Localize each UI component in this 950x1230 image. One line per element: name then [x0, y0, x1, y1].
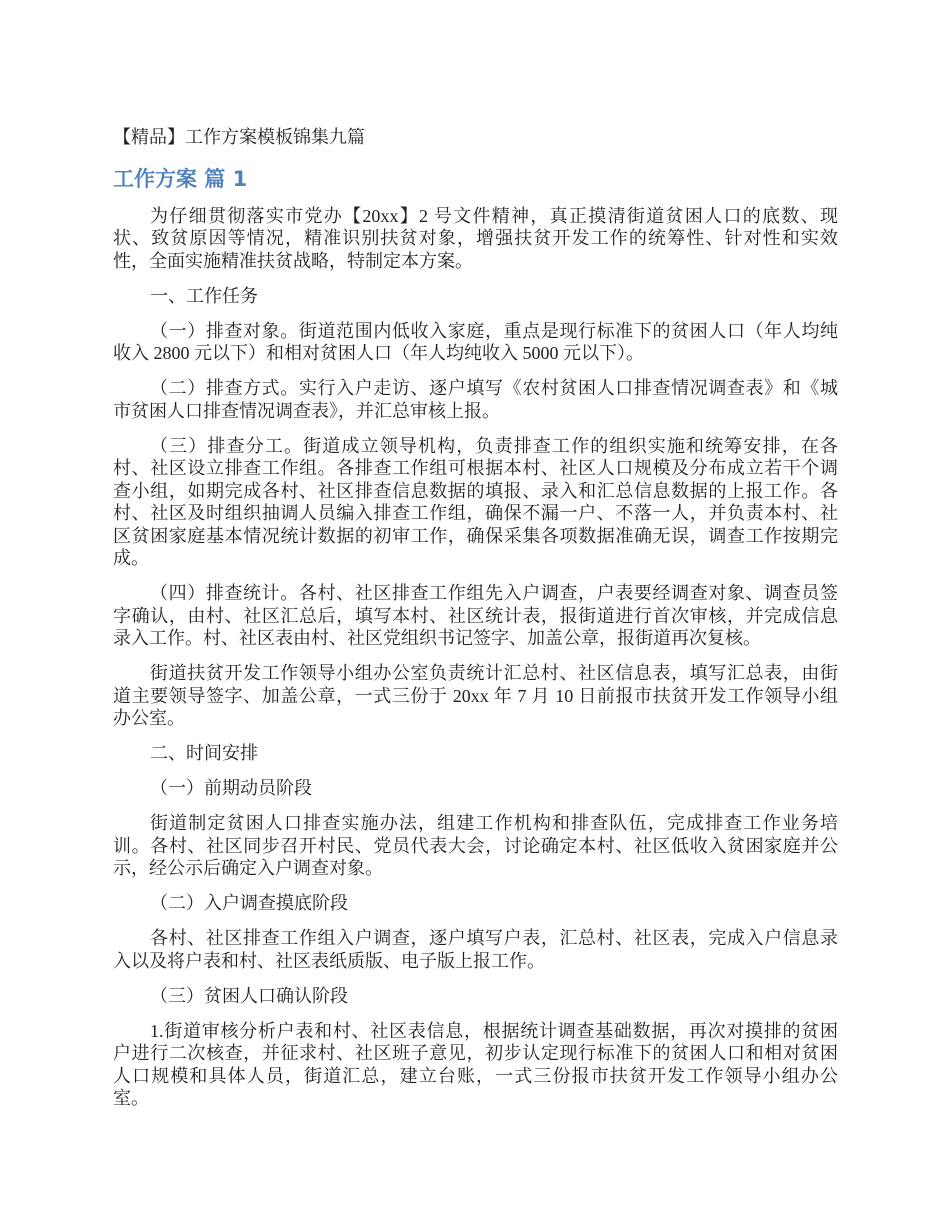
paragraph-line: 入以及将户表和村、社区表纸质版、电子版上报工作。 — [113, 950, 545, 971]
paragraph-line: （二）排查方式。实行入户走访、逐户填写《农村贫困人口排查情况调查表》和《城 — [150, 378, 838, 398]
item-screening-method — [113, 377, 838, 422]
paragraph-line: （三）排查分工。街道成立领导机构，负责排查工作的组织实施和统筹安排，在各 — [150, 435, 838, 456]
paragraph-line: 村、社区设立排查工作组。各排查工作组可根据本村、社区人口规模及分布成立若干个调 — [113, 458, 838, 478]
paragraph-line: 道主要领导签字、加盖公章，一式三份于 20xx 年 7 月 10 日前报市扶贫开发工作领导小组 — [113, 685, 838, 706]
paragraph-line: 为仔细贯彻落实市党办【20xx】2 号文件精神，真正摸清街道贫困人口的底数、现 — [150, 205, 838, 226]
document-body — [113, 126, 838, 1122]
subheading-mobilization-stage — [113, 777, 838, 800]
subheading-survey-stage — [113, 892, 838, 915]
item-screening-division — [113, 435, 838, 570]
paragraph-mobilization — [113, 812, 838, 880]
paragraph-line: 性，全面实施精准扶贫战略，特制定本方案。 — [113, 250, 473, 271]
paragraph-line: 状、致贫原因等情况，精准识别扶贫对象，增强扶贫开发工作的统筹性、针对性和实效 — [113, 228, 838, 248]
paragraph-line: 室。 — [113, 1088, 149, 1108]
document-title: 【精品】工作方案模板锦集九篇 — [113, 127, 365, 147]
section-heading: 工作方案 篇 1 — [113, 166, 248, 191]
paragraph-line: （二）入户调查摸底阶段 — [150, 893, 348, 913]
paragraph-line: 人口规模和具体人员，街道汇总，建立台账，一式三份报市扶贫开发工作领导小组办公 — [113, 1065, 838, 1086]
paragraph-line: 二、时间安排 — [150, 743, 258, 763]
paragraph-line: 1.街道审核分析户表和村、社区表信息，根据统计调查基础数据，再次对摸排的贫困 — [150, 1020, 838, 1041]
paragraph-line: 成。 — [113, 548, 149, 568]
paragraph-line: （一）排查对象。街道范围内低收入家庭，重点是现行标准下的贫困人口（年人均纯 — [150, 320, 838, 341]
paragraph-line: 各村、社区排查工作组入户调查，逐户填写户表，汇总村、社区表，完成入户信息录 — [150, 928, 838, 948]
subheading-confirmation-stage — [113, 985, 838, 1008]
paragraph-line: 市贫困人口排查情况调查表》，并汇总审核上报。 — [113, 400, 500, 421]
item-screening-targets — [113, 320, 838, 365]
heading-schedule — [113, 742, 838, 765]
paragraph-office-reporting — [113, 662, 838, 730]
paragraph-line: 街道制定贫困人口排查实施办法，组建工作机构和排查队伍，完成排查工作业务培 — [150, 813, 838, 833]
paragraph-line: （一）前期动员阶段 — [150, 778, 312, 798]
paragraph-line: 村、社区及时组织抽调人员编入排查工作组，确保不漏一户、不落一人，并负责本村、社 — [113, 503, 838, 523]
paragraph-line: 字确认，由村、社区汇总后，填写本村、社区统计表，报街道进行首次审核，并完成信息 — [113, 605, 838, 626]
paragraph-line: 录入工作。村、社区表由村、社区党组织书记签字、加盖公章，报街道再次复核。 — [113, 628, 761, 648]
paragraph-survey — [113, 927, 838, 972]
paragraph-line: 收入 2800 元以下）和相对贫困人口（年人均纯收入 5000 元以下）。 — [113, 343, 644, 363]
paragraph-line: 户进行二次核查，并征求村、社区班子意见，初步认定现行标准下的贫困人口和相对贫困 — [113, 1043, 838, 1063]
paragraph-line: （三）贫困人口确认阶段 — [150, 985, 348, 1006]
paragraph-line: 街道扶贫开发工作领导小组办公室负责统计汇总村、社区信息表，填写汇总表，由街 — [150, 663, 838, 683]
paragraph-confirmation — [113, 1020, 838, 1110]
paragraph-line: 训。各村、社区同步召开村民、党员代表大会，讨论确定本村、社区低收入贫困家庭并公 — [113, 835, 838, 856]
paragraph-line: 示，经公示后确定入户调查对象。 — [113, 858, 383, 878]
paragraph-intro — [113, 205, 838, 273]
paragraph-line: 区贫困家庭基本情况统计数据的初审工作，确保采集各项数据准确无误，调查工作按期完 — [113, 525, 838, 546]
paragraph-line: 办公室。 — [113, 708, 185, 728]
paragraph-line: 一、工作任务 — [150, 285, 258, 306]
paragraph-line: 查小组，如期完成各村、社区排查信息数据的填报、录入和汇总信息数据的上报工作。各 — [113, 480, 838, 501]
heading-work-tasks — [113, 285, 838, 308]
paragraph-line: （四）排查统计。各村、社区排查工作组先入户调查，户表要经调查对象、调查员签 — [150, 583, 838, 603]
item-screening-statistics — [113, 582, 838, 650]
